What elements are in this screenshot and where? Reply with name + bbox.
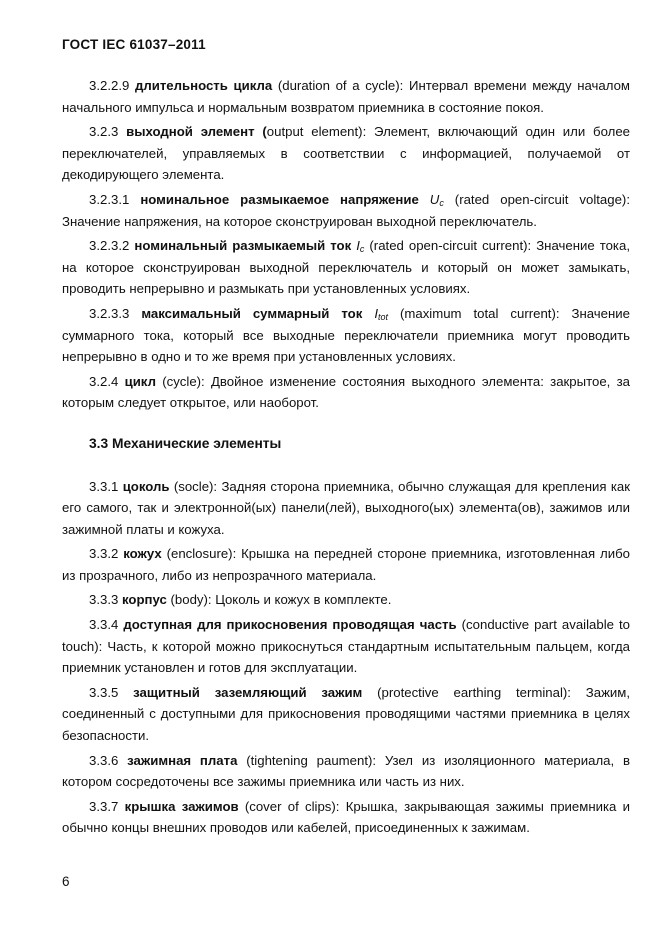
clause-number: 3.3.4 [89, 617, 124, 633]
clause-term: цикл [124, 373, 156, 389]
clause-number: 3.3.5 [89, 684, 134, 700]
clause-symbol-subscript: c [439, 197, 444, 208]
clause-3-3-4 [62, 614, 630, 679]
clause-3-2-3 [62, 121, 630, 186]
clause-number: 3.3.6 [89, 752, 128, 768]
clause-definition: (socle): Задняя сторона приемника, обычно служащая для крепления как его самого, так и электронной(ых) панели(лей), выходного(ых) элемента(ов), зажимов или зажимной платы и кожуха. [62, 478, 630, 537]
clause-symbol: U [429, 191, 440, 207]
clause-definition: (protective earthing terminal): Зажим, соединенный с доступными для прикосновения проводящими частями приемника в целях безопасности. [62, 684, 630, 744]
clause-number: 3.2.3 [89, 124, 127, 140]
clause-definition: (body): Цоколь и кожух в комплекте. [166, 592, 392, 608]
clause-term: защитный заземляющий зажим [133, 684, 363, 700]
clause-symbol: I [356, 238, 360, 254]
clause-3-2-3-1 [62, 189, 630, 232]
clause-number: 3.2.2.9 [89, 78, 135, 93]
clause-term: корпус [122, 592, 167, 608]
clause-term: доступная для прикосновения проводящая часть [123, 617, 457, 633]
clause-term: номинальный размыкаемый ток [134, 238, 357, 254]
section-title-3-3: 3.3 Механические элементы [89, 435, 282, 451]
clause-term: длительность цикла [134, 78, 273, 93]
document-body [62, 75, 630, 842]
clause-definition: (enclosure): Крышка на передней стороне приемника, изготовленная либо из прозрачного, либо из непрозрачного материала. [62, 546, 630, 583]
clause-number: 3.2.3.3 [89, 305, 142, 321]
page-number: 6 [62, 874, 70, 889]
clause-number: 3.3.7 [89, 798, 125, 814]
clause-3-2-3-3 [62, 303, 630, 368]
clause-number: 3.3.2 [89, 546, 124, 562]
clause-definition: (cover of clips): Крышка, закрывающая зажимы приемника и обычно концы внешних проводов или кабелей, присоединенных к зажимам. [62, 798, 630, 836]
clause-term: крышка зажимов [124, 798, 239, 814]
clause-number: 3.3.3 [89, 592, 122, 608]
clause-symbol: I [374, 305, 378, 321]
clause-definition: (duration of a cycle): Интервал времени между началом начального импульса и нормальным возвратом приемника в состояние покоя. [62, 78, 630, 115]
document-header: ГОСТ IEC 61037–2011 [62, 37, 206, 52]
clause-number: 3.2.3.2 [89, 238, 135, 254]
clause-definition: (rated open-circuit current): Значение тока, на которое сконструирован выходной переключатель и который он может замыкать, проводить непрерывно и размыкать при установленных условиях. [62, 238, 630, 297]
clause-term: выходной элемент ( [126, 124, 267, 140]
clause-definition: (tightening paument): Узел из изоляционного материала, в котором сосредоточены все зажимы приемника или часть из них. [62, 752, 630, 790]
clause-3-3-3 [62, 589, 630, 611]
clause-3-2-4 [62, 371, 630, 414]
clause-symbol-subscript: c [359, 244, 365, 255]
clause-definition: (rated open-circuit voltage): Значение напряжения, на которое сконструирован выходной переключатель. [62, 191, 630, 229]
clause-term: кожух [123, 546, 162, 562]
clause-number: 3.2.4 [89, 373, 125, 389]
clause-3-3-6 [62, 750, 630, 793]
clause-3-3-2 [62, 543, 630, 586]
clause-definition: (conductive part available to touch): Часть, к которой можно прикоснуться стандартным испытательным пальцем, когда приемник установлен и готов для эксплуатации. [62, 617, 630, 676]
clause-definition: output element): Элемент, включающий один или более переключателей, управляемых в соответствии с информацией, получаемой от декодирующего элемента. [62, 124, 630, 183]
clause-term: цоколь [122, 478, 170, 494]
clause-term: номинальное размыкаемое напряжение [140, 191, 430, 207]
clause-definition: (maximum total current): Значение суммарного тока, который все выходные переключатели приемника могут проводить непрерывно в одно и то же время при установленных условиях. [62, 305, 630, 365]
clause-symbol-subscript: tot [377, 311, 388, 322]
clause-3-3-1 [62, 476, 630, 541]
clause-3-3-7 [62, 796, 630, 839]
clause-definition: (cycle): Двойное изменение состояния выходного элемента: закрытое, за которым следует открытое, или наоборот. [62, 373, 630, 411]
clause-term: зажимная плата [127, 752, 238, 768]
clause-number: 3.2.3.1 [89, 191, 141, 207]
clause-3-2-2-9 [62, 75, 630, 118]
clause-3-3-5 [62, 682, 630, 747]
clause-number: 3.3.1 [89, 478, 123, 494]
clause-term: максимальный суммарный ток [141, 305, 375, 321]
clause-3-2-3-2 [62, 235, 630, 300]
